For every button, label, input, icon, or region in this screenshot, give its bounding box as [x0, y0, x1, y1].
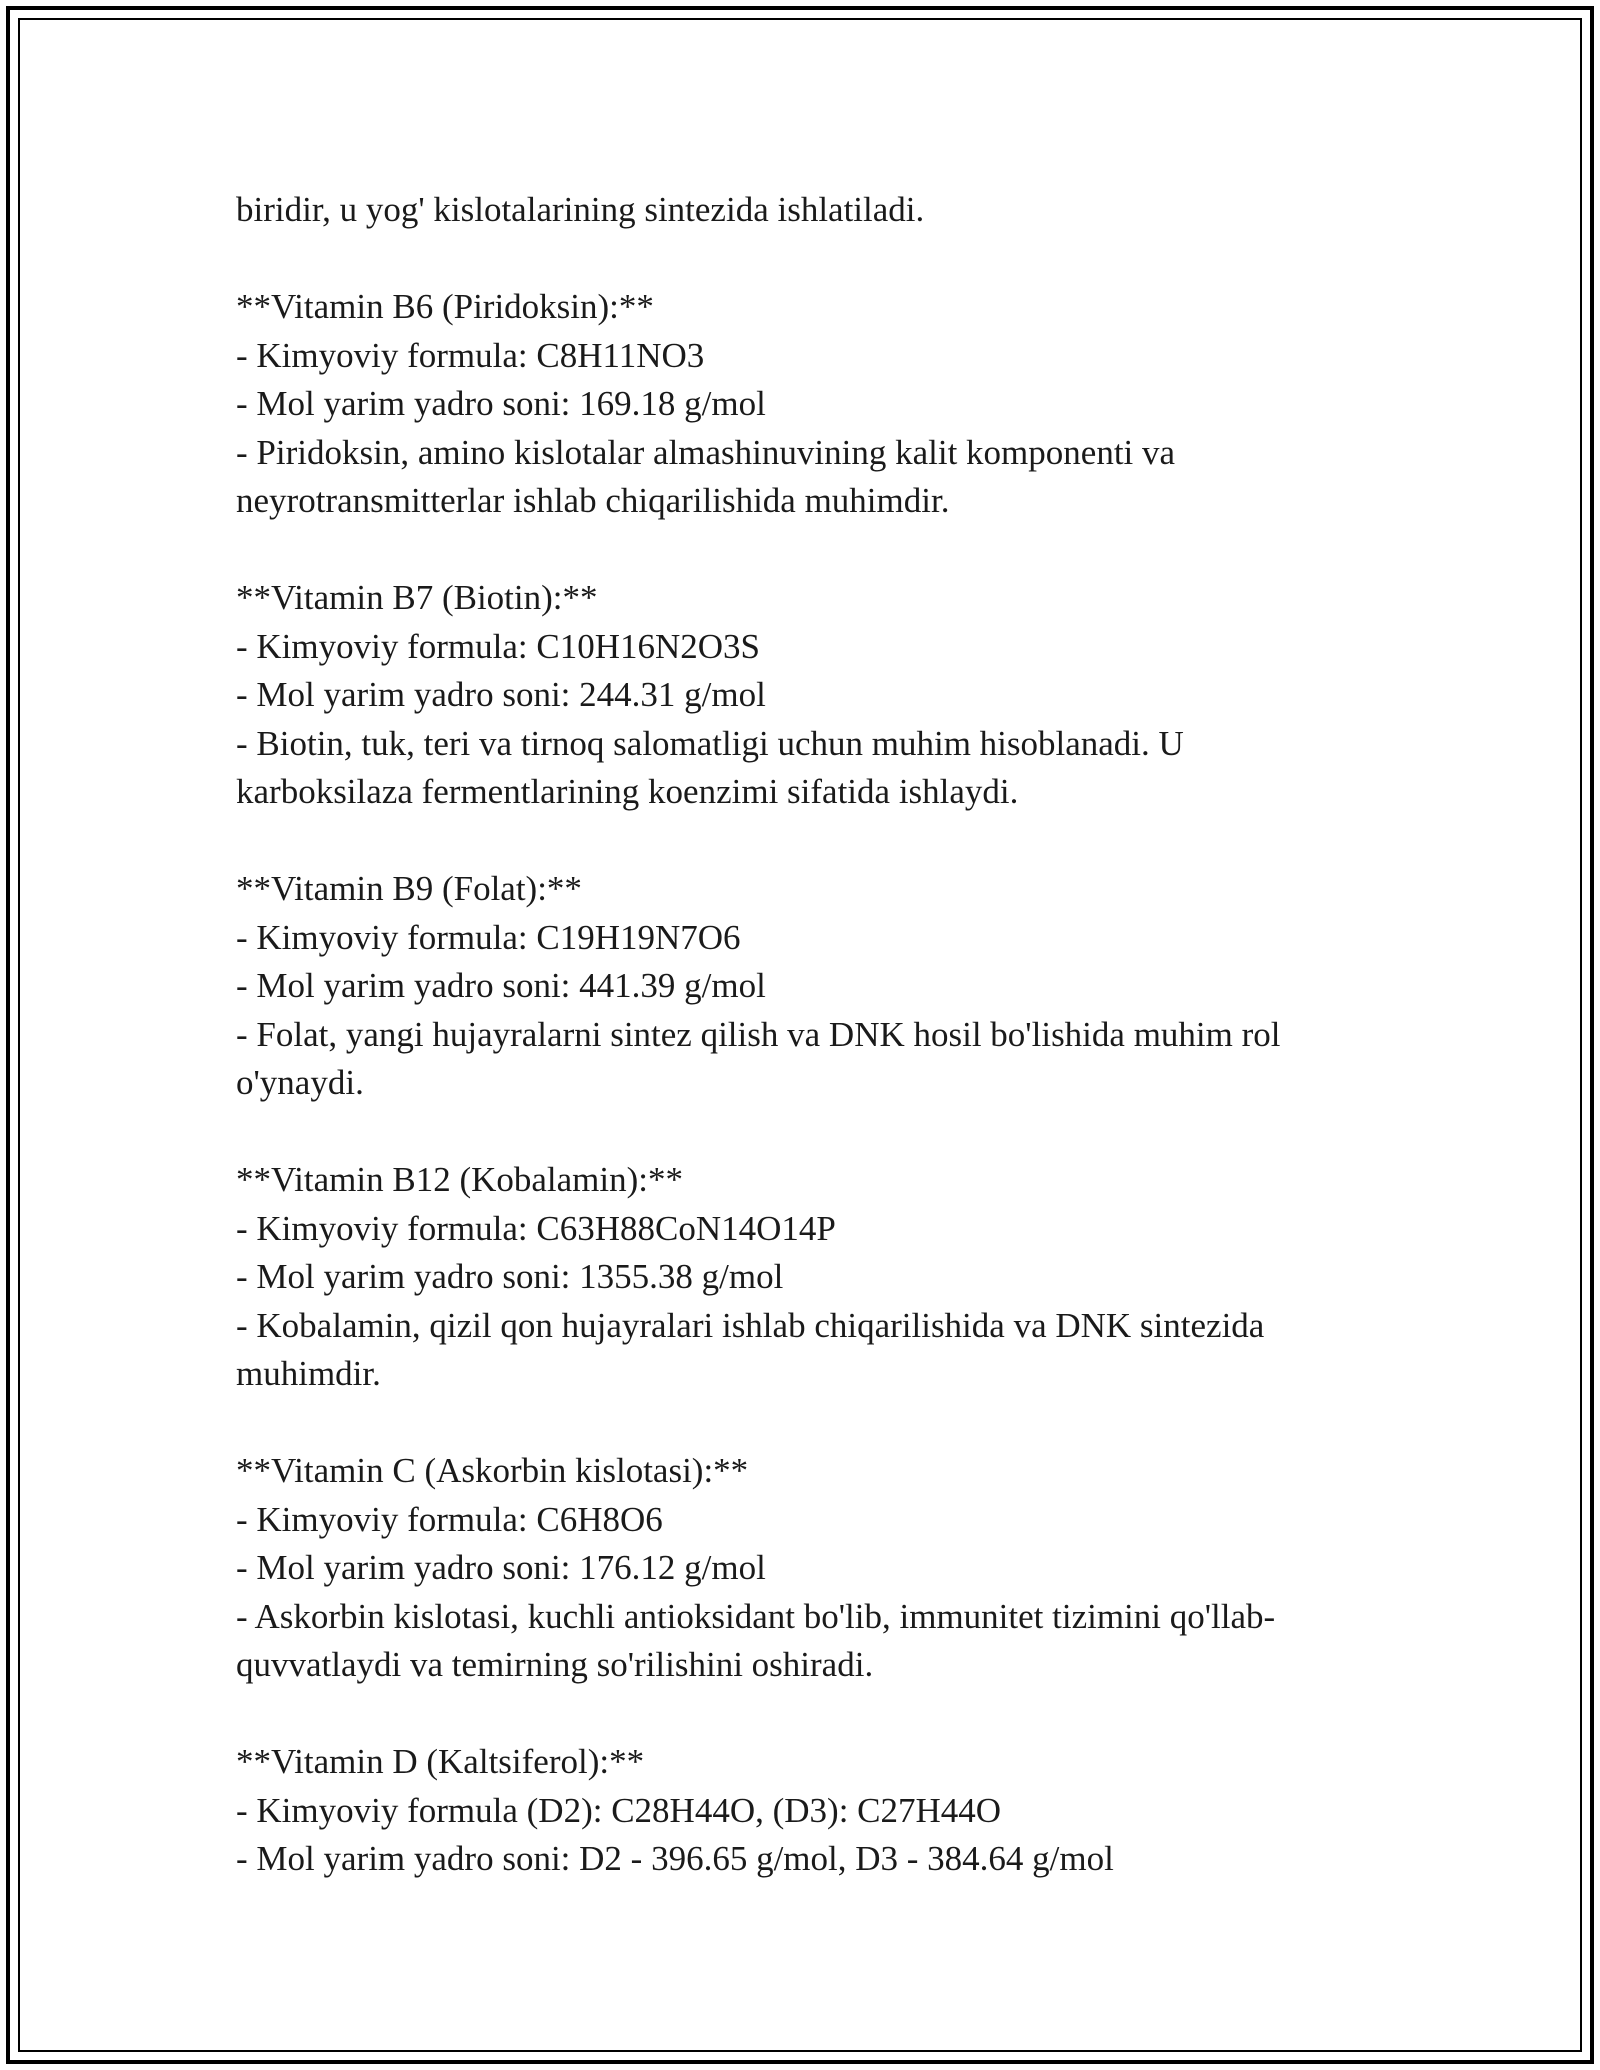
molar-mass-line: - Mol yarim yadro soni: D2 - 396.65 g/mol, D3 - 384.64 g/mol [236, 1839, 1114, 1878]
section-heading: **Vitamin B7 (Biotin):** [236, 578, 598, 617]
formula-line: - Kimyoviy formula: C63H88CoN14O14P [236, 1208, 836, 1248]
description-line: quvvatlaydi va temirning so'rilishini oshiradi. [236, 1645, 874, 1684]
section-heading: **Vitamin C (Askorbin kislotasi):** [236, 1451, 749, 1490]
section-heading: **Vitamin D (Kaltsiferol):** [236, 1742, 645, 1781]
formula-line: - Kimyoviy formula (D2): C28H44O, (D3): C27H44O [236, 1790, 1002, 1830]
molar-mass-line: - Mol yarim yadro soni: 244.31 g/mol [236, 675, 766, 714]
description-line: neyrotransmitterlar ishlab chiqarilishida muhimdir. [236, 481, 950, 520]
section-heading: **Vitamin B12 (Kobalamin):** [236, 1160, 684, 1199]
molar-mass-line: - Mol yarim yadro soni: 1355.38 g/mol [236, 1257, 784, 1296]
document-body [236, 186, 1376, 1884]
formula-line: - Kimyoviy formula: C6H8O6 [236, 1499, 663, 1539]
vitamin-b6-section [236, 283, 1376, 526]
vitamin-c-section [236, 1447, 1376, 1690]
description-line: - Kobalamin, qizil qon hujayralari ishlab chiqarilishida va DNK sintezida [236, 1305, 1265, 1345]
description-line: - Askorbin kislotasi, kuchli antioksidant bo'lib, immunitet tizimini qo'llab- [236, 1596, 1276, 1636]
vitamin-b12-section [236, 1156, 1376, 1399]
formula-line: - Kimyoviy formula: C19H19N7O6 [236, 917, 741, 957]
molar-mass-line: - Mol yarim yadro soni: 169.18 g/mol [236, 384, 766, 423]
description-line: - Biotin, tuk, teri va tirnoq salomatligi uchun muhim hisoblanadi. U [236, 723, 1184, 763]
formula-line: - Kimyoviy formula: C8H11NO3 [236, 335, 705, 375]
molar-mass-line: - Mol yarim yadro soni: 441.39 g/mol [236, 966, 766, 1005]
description-line: - Piridoksin, amino kislotalar almashinuvining kalit komponenti va [236, 432, 1176, 472]
description-line: muhimdir. [236, 1354, 381, 1393]
formula-line: - Kimyoviy formula: C10H16N2O3S [236, 626, 761, 666]
vitamin-b9-section [236, 865, 1376, 1108]
description-line: o'ynaydi. [236, 1063, 364, 1102]
description-line: - Folat, yangi hujayralarni sintez qilish va DNK hosil bo'lishida muhim rol [236, 1014, 1281, 1054]
section-heading: **Vitamin B6 (Piridoksin):** [236, 287, 654, 326]
vitamin-d-section [236, 1738, 1376, 1884]
intro-line: biridir, u yog' kislotalarining sintezida ishlatiladi. [236, 190, 925, 229]
vitamin-b7-section [236, 574, 1376, 817]
molar-mass-line: - Mol yarim yadro soni: 176.12 g/mol [236, 1548, 766, 1587]
description-line: karboksilaza fermentlarining koenzimi sifatida ishlaydi. [236, 772, 1019, 811]
section-heading: **Vitamin B9 (Folat):** [236, 869, 582, 908]
